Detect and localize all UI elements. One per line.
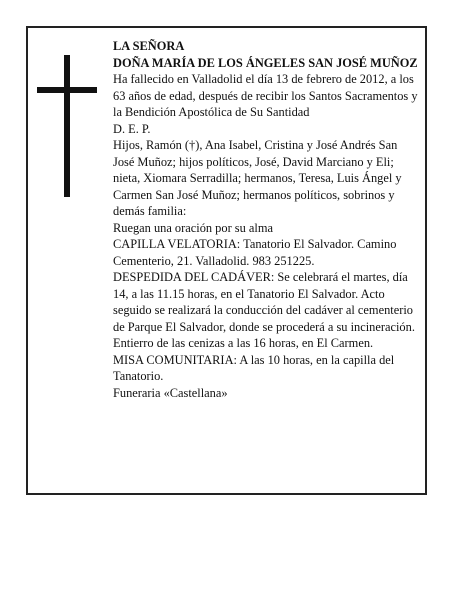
latin-cross-icon bbox=[37, 55, 97, 197]
mass-info: MISA COMUNITARIA: A las 10 horas, en la capilla del Tanatorio. bbox=[113, 352, 395, 383]
cross-horizontal-bar bbox=[37, 87, 97, 93]
rip-text: D. E. P. bbox=[113, 121, 151, 136]
death-announcement: Ha fallecido en Valladolid el día 13 de febrero de 2012, a los 63 años de edad, después de recibir los Santos Sacramentos y la Bendición Apostólica de Su Santidad bbox=[113, 72, 418, 119]
farewell-info: DESPEDIDA DEL CADÁVER: Se celebrará el martes, día 14, a las 11.15 horas, en el Tanatorio El Salvador. Acto seguido se realizará la conducción del cadáver al cementerio de Parque El Salvador, donde se procederá a su incineración. Entierro de las cenizas a las 16 horas, en El Carmen. bbox=[113, 270, 415, 350]
chapel-info: CAPILLA VELATORIA: Tanatorio El Salvador. Camino Cementerio, 21. Valladolid. 983 251225. bbox=[113, 237, 397, 268]
funeral-home: Funeraria «Castellana» bbox=[113, 385, 228, 400]
deceased-name: DOÑA MARÍA DE LOS ÁNGELES SAN JOSÉ MUÑOZ bbox=[113, 55, 418, 70]
obituary-text bbox=[113, 38, 420, 401]
family-list: Hijos, Ramón (†), Ana Isabel, Cristina y José Andrés San José Muñoz; hijos políticos, José, David Marciano y Eli; nieta, Xiomara Serradilla; hermanos, Teresa, Luis Ángel y Carmen San José Muñoz; hermanos políticos, sobrinos y demás familia: bbox=[113, 138, 402, 218]
prayer-request: Ruegan una oración por su alma bbox=[113, 220, 273, 235]
notice-title-line-1: LA SEÑORA bbox=[113, 39, 185, 53]
cross-vertical-bar bbox=[64, 55, 70, 197]
